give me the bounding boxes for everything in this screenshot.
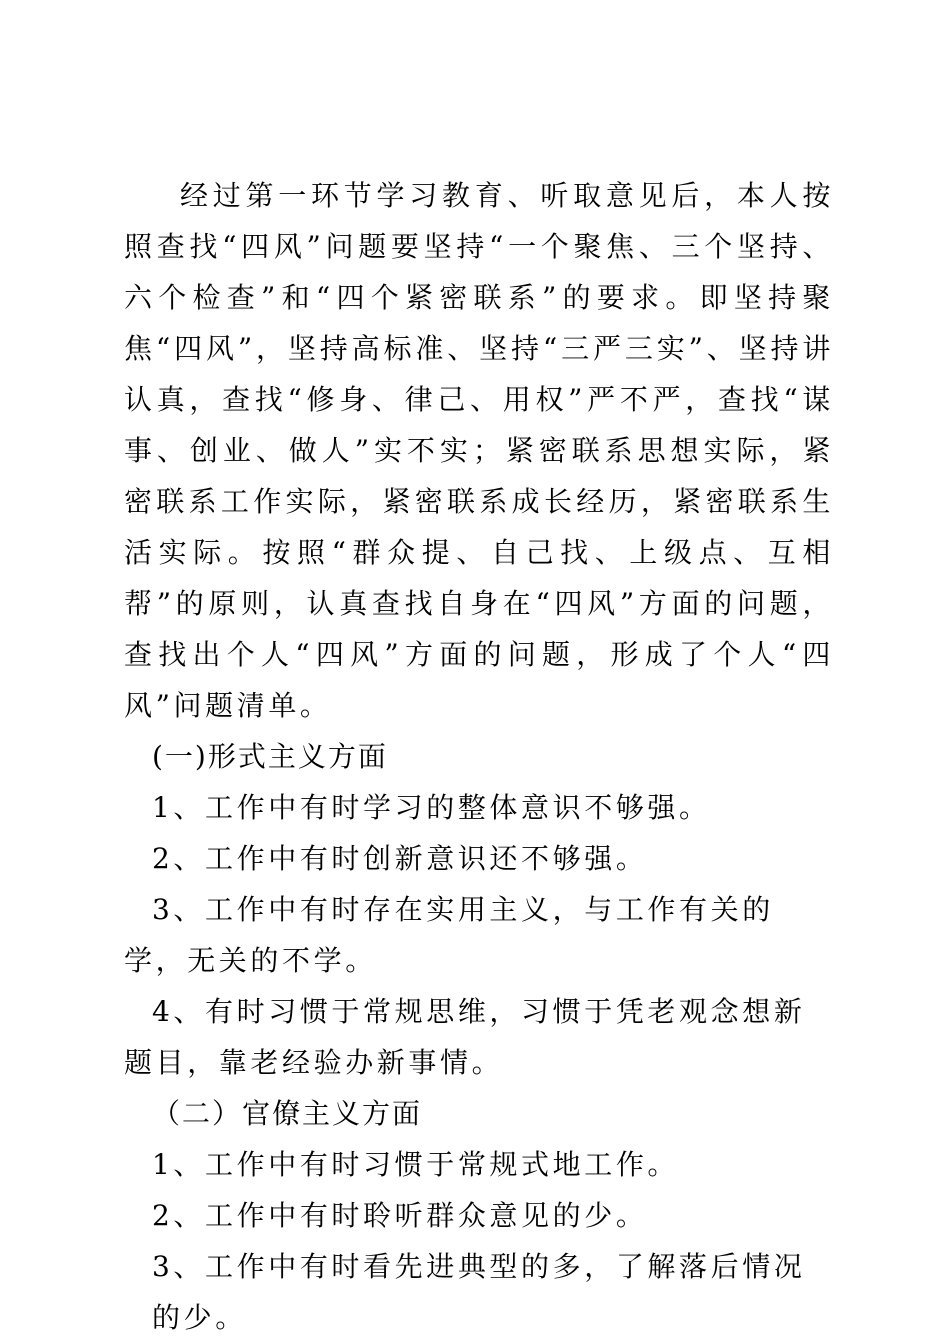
section-bureaucratism (124, 1088, 834, 1343)
list-item: 2、工作中有时聆听群众意见的少。 (152, 1199, 648, 1232)
section-formalism (124, 731, 834, 1088)
list-item: 2、工作中有时创新意识还不够强。 (152, 842, 648, 875)
document-page (124, 170, 834, 1343)
list-item: 3、工作中有时看先进典型的多，了解落后情况的少。 (152, 1250, 806, 1334)
list-item: 3、工作中有时存在实用主义，与工作有关的学，无关的不学。 (124, 893, 774, 977)
list-item: 4、有时习惯于常规思维，习惯于凭老观念想新题目，靠老经验办新事情。 (124, 995, 806, 1079)
intro-paragraph: 经过第一环节学习教育、听取意见后，本人按照查找“四风”问题要坚持“一个聚焦、三个坚持、六个检查”和“四个紧密联系”的要求。即坚持聚焦“四风”，坚持高标准、坚持“三严三实”、坚持讲认真，查找“修身、律己、用权”严不严，查找“谋事、创业、做人”实不实；紧密联系思想实际，紧密联系工作实际，紧密联系成长经历，紧密联系生活实际。按照“群众提、自己找、上级点、互相帮”的原则，认真查找自身在“四风”方面的问题，查找出个人“四风”方面的问题，形成了个人“四风”问题清单。 (124, 179, 834, 722)
section-title: （二）官僚主义方面 (152, 1097, 423, 1130)
section-title: (一)形式主义方面 (152, 740, 388, 773)
list-item: 1、工作中有时学习的整体意识不够强。 (152, 791, 711, 824)
list-item: 1、工作中有时习惯于常规式地工作。 (152, 1148, 680, 1181)
